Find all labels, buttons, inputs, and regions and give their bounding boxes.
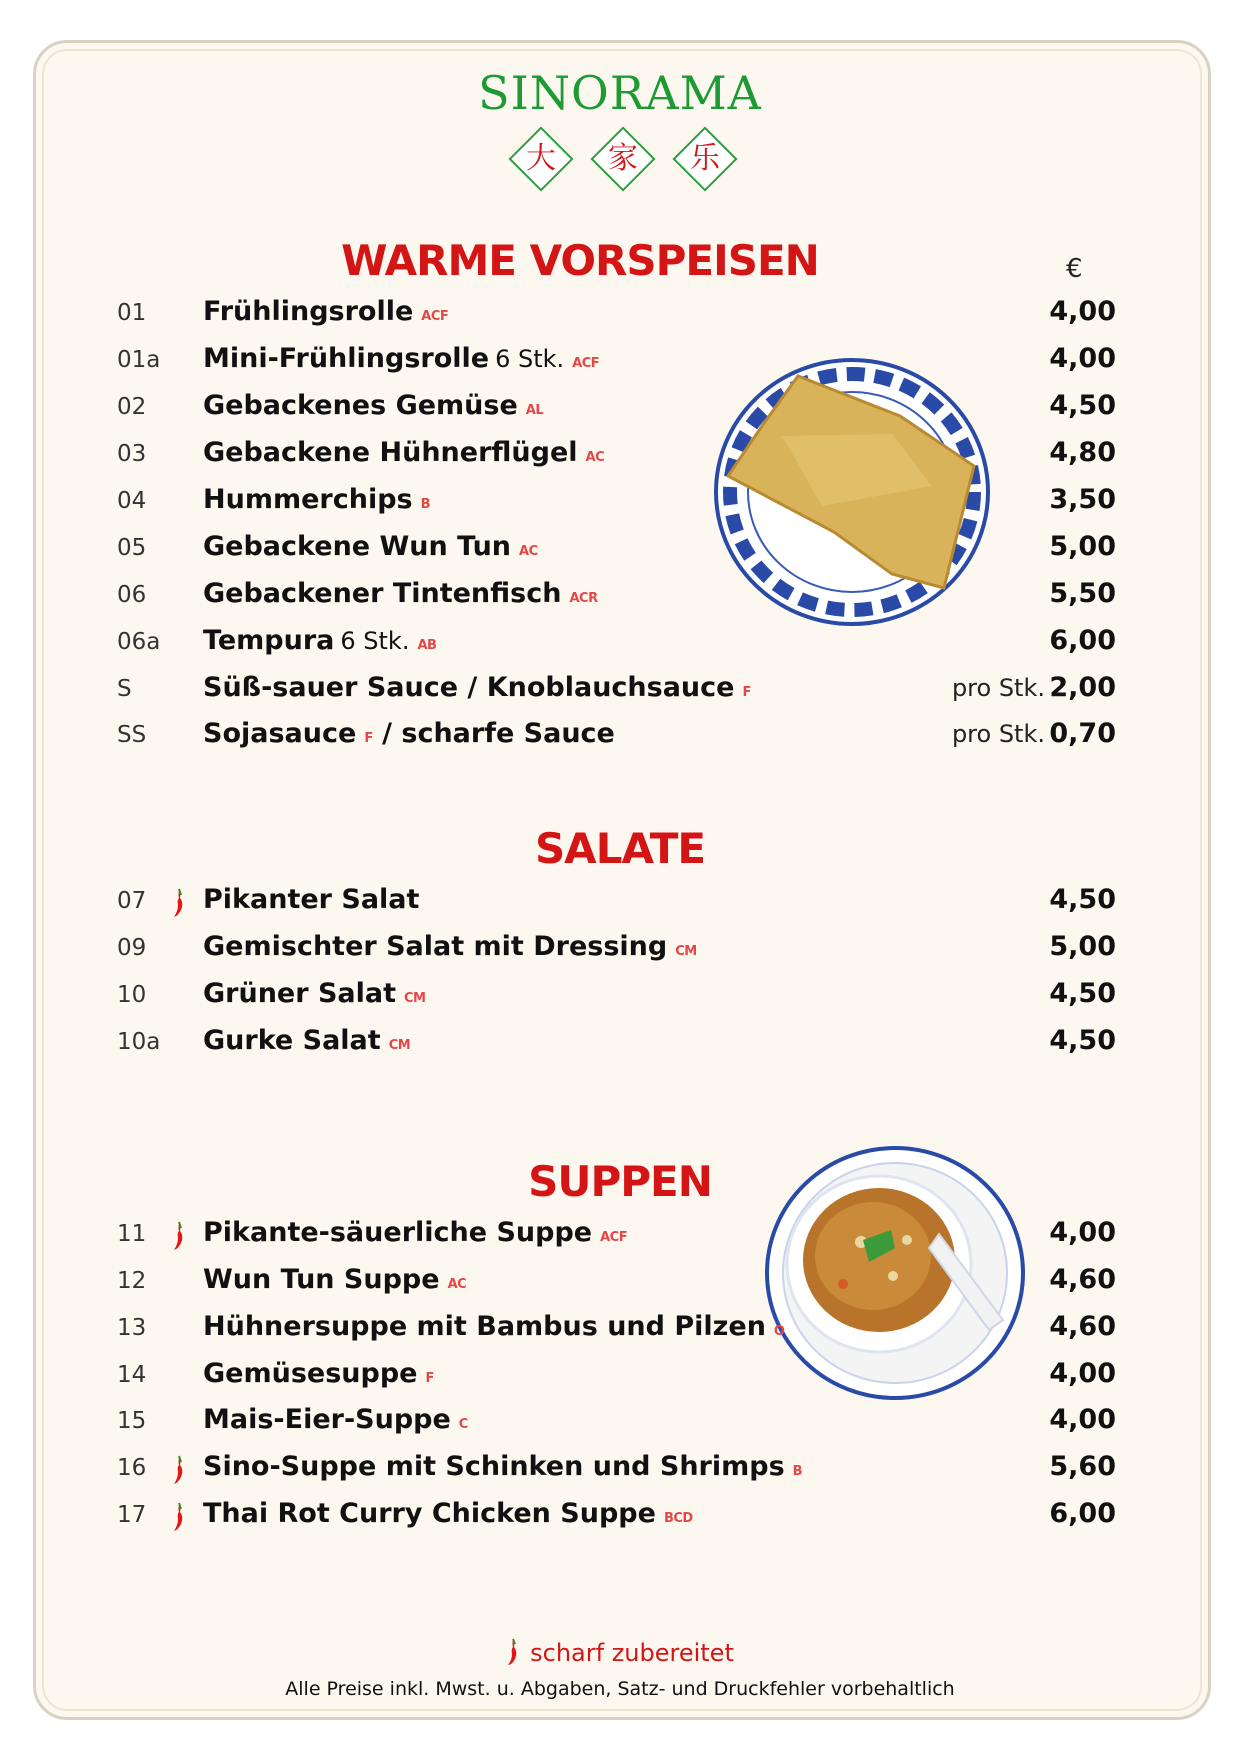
item-allergens: AC (447, 1277, 467, 1292)
item-number: 03 (117, 441, 147, 467)
item-name-group (203, 672, 751, 703)
item-number: 13 (117, 1315, 147, 1341)
item-price: 4,60 (1049, 1311, 1116, 1342)
item-name-group (203, 978, 425, 1009)
menu-item-row (0, 390, 1240, 430)
menu-item-row (0, 1217, 1240, 1257)
item-allergens: C (458, 1417, 468, 1432)
menu-item-row (0, 1498, 1240, 1538)
menu-item-row (0, 296, 1240, 336)
item-name-group (203, 1217, 627, 1248)
item-name-group (203, 884, 419, 915)
spicy-legend (0, 1638, 1240, 1667)
menu-item-row (0, 437, 1240, 477)
menu-item-row (0, 1451, 1240, 1491)
item-name-group (203, 343, 599, 374)
item-number: 06a (117, 629, 161, 655)
item-price: 2,00 (1049, 672, 1116, 703)
item-number: 11 (117, 1221, 147, 1247)
item-name-group (203, 718, 615, 749)
item-name-group (203, 484, 430, 515)
item-name: Frühlingsrolle (203, 296, 414, 327)
section-title-salate: SALATE (534, 824, 706, 873)
item-price: 4,50 (1049, 978, 1116, 1009)
item-name: Thai Rot Curry Chicken Suppe (203, 1498, 656, 1529)
menu-item-row (0, 1311, 1240, 1351)
item-price: 6,00 (1049, 1498, 1116, 1529)
chili-pepper-icon (172, 1502, 186, 1532)
item-allergens: CM (404, 991, 426, 1006)
item-allergens: AB (417, 638, 437, 653)
item-name: Süß-sauer Sauce / Knoblauchsauce (203, 672, 735, 703)
item-name: Gurke Salat (203, 1025, 381, 1056)
item-number: 14 (117, 1362, 147, 1388)
item-allergens: AL (525, 403, 544, 418)
item-name: Gemischter Salat mit Dressing (203, 931, 668, 962)
item-name: Hühnersuppe mit Bambus und Pilzen (203, 1311, 766, 1342)
menu-item-row (0, 672, 1240, 712)
menu-item-row (0, 884, 1240, 924)
item-allergens: F (364, 731, 373, 746)
menu-item-row (0, 718, 1240, 758)
chili-pepper-icon (506, 1638, 520, 1666)
item-allergens: BCD (663, 1511, 693, 1526)
item-price: 4,00 (1049, 1217, 1116, 1248)
item-number: 01a (117, 347, 161, 373)
item-allergens: CM (388, 1038, 411, 1053)
item-name: Grüner Salat (203, 978, 396, 1009)
item-quantity: 6 Stk. (495, 345, 565, 373)
item-price: 4,60 (1049, 1264, 1116, 1295)
item-price: 4,50 (1049, 390, 1116, 421)
item-name-continued: / scharfe Sauce (382, 718, 615, 749)
brand-char-badge (508, 126, 573, 191)
item-allergens: B (792, 1464, 803, 1479)
chili-pepper-icon (172, 1455, 186, 1485)
item-price: 4,00 (1049, 1404, 1116, 1435)
item-name: Gebackener Tintenfisch (203, 578, 562, 609)
item-number: 16 (117, 1455, 147, 1481)
item-price: 4,80 (1049, 437, 1116, 468)
item-quantity: 6 Stk. (340, 627, 410, 655)
brand-char: 乐 (690, 141, 720, 176)
item-price: 5,00 (1049, 931, 1116, 962)
item-allergens: AC (585, 450, 605, 465)
item-allergens: ACF (421, 309, 449, 324)
item-allergens: B (420, 497, 431, 512)
item-number: 05 (117, 535, 147, 561)
item-price: 4,00 (1049, 343, 1116, 374)
item-allergens: F (425, 1371, 434, 1386)
item-price: 4,50 (1049, 1025, 1116, 1056)
item-allergens: O (773, 1324, 785, 1339)
item-number: 04 (117, 488, 147, 514)
brand-char-badge (590, 126, 655, 191)
item-name-group (203, 437, 604, 468)
item-price: 3,50 (1049, 484, 1116, 515)
item-number: 17 (117, 1502, 147, 1528)
item-name-group (203, 390, 543, 421)
item-price: 0,70 (1049, 718, 1116, 749)
spicy-legend-label: scharf zubereitet (530, 1639, 734, 1667)
item-name: Mini-Frühlingsrolle (203, 343, 490, 374)
item-number: S (117, 676, 132, 702)
item-price: 5,50 (1049, 578, 1116, 609)
item-number: 09 (117, 935, 147, 961)
item-name: Sino-Suppe mit Schinken und Shrimps (203, 1451, 785, 1482)
menu-item-row (0, 1358, 1240, 1398)
item-name-group (203, 1025, 410, 1056)
item-unit-label: pro Stk. (951, 720, 1045, 748)
item-price: 4,00 (1049, 1358, 1116, 1389)
item-name: Wun Tun Suppe (203, 1264, 440, 1295)
brand-char-badge (672, 126, 737, 191)
item-number: 12 (117, 1268, 147, 1294)
section-title-warme-vorspeisen: WARME VORSPEISEN (341, 236, 819, 285)
currency-symbol: € (1066, 254, 1083, 284)
item-allergens: ACF (572, 356, 600, 371)
item-number: 01 (117, 300, 147, 326)
item-name: Tempura (203, 625, 335, 656)
item-allergens: ACF (600, 1230, 628, 1245)
item-name-group (203, 531, 538, 562)
chili-pepper-icon (172, 888, 186, 918)
item-price: 4,50 (1049, 884, 1116, 915)
item-number: 10 (117, 982, 147, 1008)
item-name-group (203, 1311, 784, 1342)
brand-char: 大 (526, 141, 556, 176)
item-name-group (203, 296, 448, 327)
menu-item-row (0, 1025, 1240, 1065)
item-name: Gebackene Wun Tun (203, 531, 512, 562)
price-footnote: Alle Preise inkl. Mwst. u. Abgaben, Satz- und Druckfehler vorbehaltlich (285, 1678, 955, 1700)
item-name: Hummerchips (203, 484, 413, 515)
item-name: Gebackene Hühnerflügel (203, 437, 578, 468)
item-name-group (203, 578, 598, 609)
item-number: 10a (117, 1029, 161, 1055)
menu-item-row (0, 1264, 1240, 1304)
item-name-group (203, 625, 436, 656)
item-number: 15 (117, 1408, 147, 1434)
item-price: 5,00 (1049, 531, 1116, 562)
brand-name: SINORAMA (478, 66, 762, 120)
menu-item-row (0, 343, 1240, 383)
chili-pepper-icon (172, 1221, 186, 1251)
item-name-group (203, 1498, 693, 1529)
item-name: Pikante-säuerliche Suppe (203, 1217, 593, 1248)
item-name-group (203, 931, 697, 962)
item-allergens: AC (519, 544, 538, 559)
menu-item-row (0, 978, 1240, 1018)
menu-item-row (0, 578, 1240, 618)
item-number: 02 (117, 394, 147, 420)
item-number: 07 (117, 888, 147, 914)
item-price: 6,00 (1049, 625, 1116, 656)
item-name: Gebackenes Gemüse (203, 390, 518, 421)
item-name-group (203, 1404, 468, 1435)
item-price: 4,00 (1049, 296, 1116, 327)
item-name-group (203, 1358, 434, 1389)
item-allergens: CM (675, 944, 697, 959)
brand-char: 家 (608, 141, 638, 176)
item-number: SS (117, 722, 147, 748)
item-number: 06 (117, 582, 147, 608)
item-name: Gemüsesuppe (203, 1358, 418, 1389)
item-allergens: ACR (569, 591, 598, 606)
menu-item-row (0, 1404, 1240, 1444)
item-name: Pikanter Salat (203, 884, 420, 915)
item-name-group (203, 1451, 802, 1482)
menu-item-row (0, 484, 1240, 524)
menu-item-row (0, 931, 1240, 971)
brand-chinese-characters (0, 130, 1240, 190)
item-price: 5,60 (1049, 1451, 1116, 1482)
item-name: Mais-Eier-Suppe (203, 1404, 451, 1435)
item-unit-label: pro Stk. (951, 674, 1045, 702)
menu-item-row (0, 625, 1240, 665)
item-allergens: F (742, 685, 751, 700)
section-title-suppen: SUPPEN (528, 1157, 712, 1206)
menu-item-row (0, 531, 1240, 571)
item-name-group (203, 1264, 466, 1295)
item-name: Sojasauce (203, 718, 357, 749)
